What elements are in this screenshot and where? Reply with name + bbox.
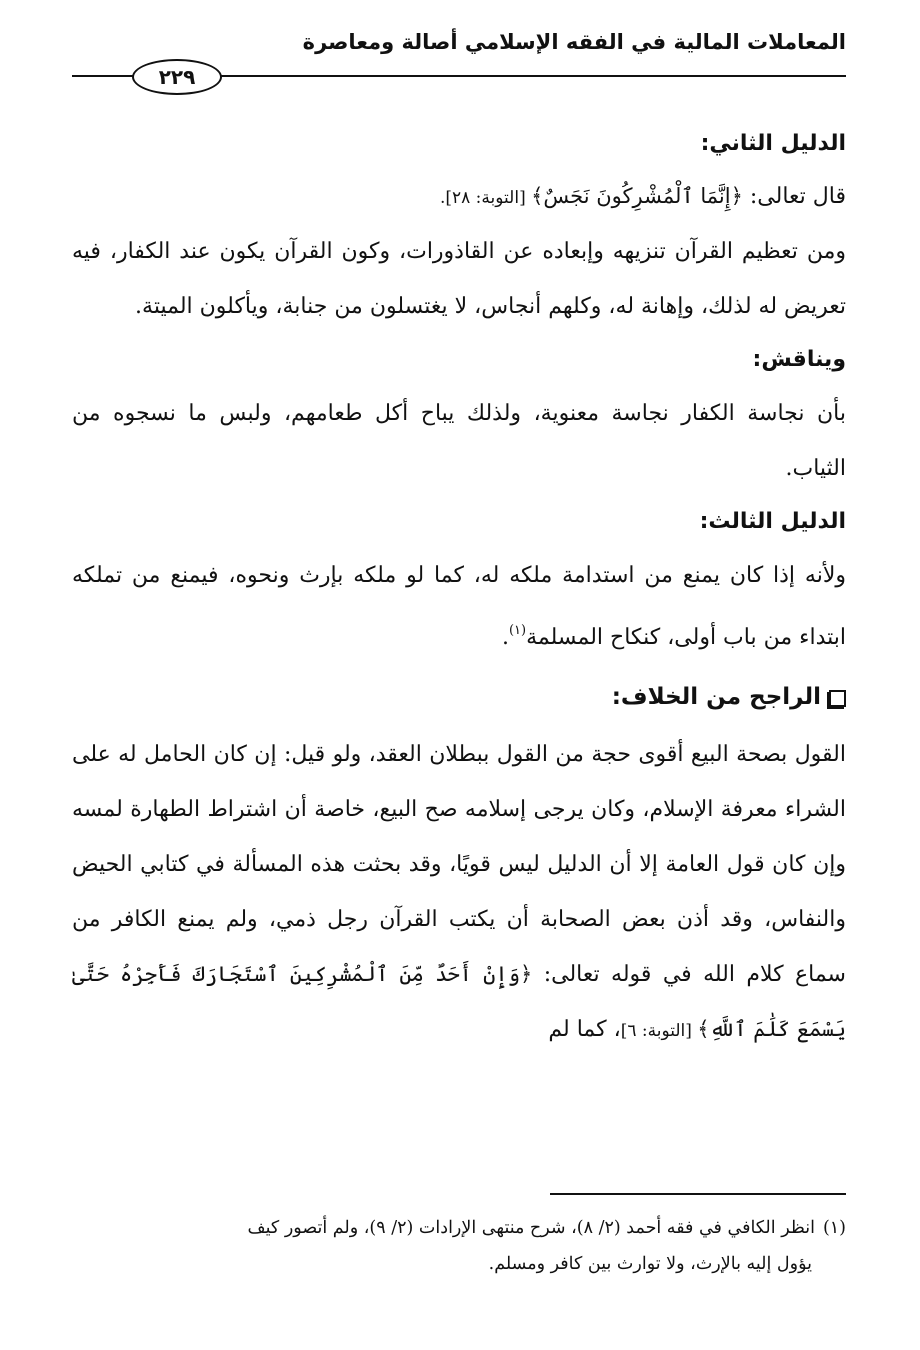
footnote-line-1: انظر الكافي في فقه أحمد (٢/ ٨)، شرح منتهى الإرادات (٢/ ٩)، ولم أتصور كيف [247,1218,815,1238]
paragraph-3-text: ولأنه إذا كان يمنع من استدامة ملكه له، كما لو ملكه بإرث ونحوه، فيمنع من تملكه ابتداء من باب أولى، كنكاح المسلمة [72,563,846,650]
quran-verse-2: ﴿وَإِنْ أَحَدٌ مِّنَ ٱلْمُشْرِكِينَ ٱسْتَجَارَكَ فَأَجِرْهُ حَتَّىٰ يَسْمَعَ كَلَٰمَ ٱللَّهِ﴾ [72,962,846,1041]
paragraph-1: ومن تعظيم القرآن تنزيهه وإبعاده عن القاذورات، وكون القرآن يكون عند الكفار، فيه تعريض له لذلك، وإهانة له، وكلهم أنجاس، لا يغتسلون من جنابة، ويأكلون الميتة. [72,239,846,319]
footnotes [72,1210,846,1282]
heading-discussion: ويناقش: [752,347,846,372]
paragraph-4-text: القول بصحة البيع أقوى حجة من القول ببطلان العقد، ولو قيل: إن كان الحامل له على الشراء معرفة الإسلام، وكان يرجى إسلامه صح البيع، خاصة أن اشتراط الطهارة لمسه وإن كان قول العامة إلا أن الدليل ليس قويًا، وقد بحثت هذه المسألة في كتابي الحيض والنفاس، وقد أذن بعض الصحابة أن يكتب القرآن رجل ذمي، ولم يمنع الكافر من سماع كلام الله في قوله تعالى: [72,742,846,987]
verse-intro: قال تعالى: [742,184,846,209]
page-content [72,118,846,1059]
section-heading-text: الراجح من الخلاف: [611,684,821,710]
footnote-marker[interactable]: (١) [508,623,527,638]
verse-1-reference: [التوبة: ٢٨]. [439,188,532,208]
heading-second-evidence: الدليل الثاني: [700,131,846,156]
paragraph-4-end: ، كما لم [548,1017,621,1042]
footnote-number: (١) [822,1218,846,1238]
paragraph-3 [72,548,846,665]
running-title: المعاملات المالية في الفقه الإسلامي أصالة ومعاصرة [302,30,846,54]
paragraph-2: بأن نجاسة الكفار نجاسة معنوية، ولذلك يباح أكل طعامهم، ولبس ما نسجوه من الثياب. [72,401,846,481]
paragraph-4 [72,727,846,1059]
heading-third-evidence: الدليل الثالث: [699,509,846,534]
square-bullet-icon [829,690,846,707]
page-number: ٢٢٩ [132,59,222,95]
paragraph-3-end: . [501,625,509,650]
footnote-line-2: يؤول إليه بالإرث، ولا توارث بين كافر ومسلم. [488,1254,812,1274]
verse-2-reference: [التوبة: ٦] [620,1021,698,1041]
verse-line [72,170,846,224]
quran-verse-1: ﴿إِنَّمَا ٱلْمُشْرِكُونَ نَجَسٌ﴾ [531,184,743,208]
footnote-item [72,1210,846,1282]
section-heading [72,669,846,725]
footnote-rule [550,1193,846,1195]
